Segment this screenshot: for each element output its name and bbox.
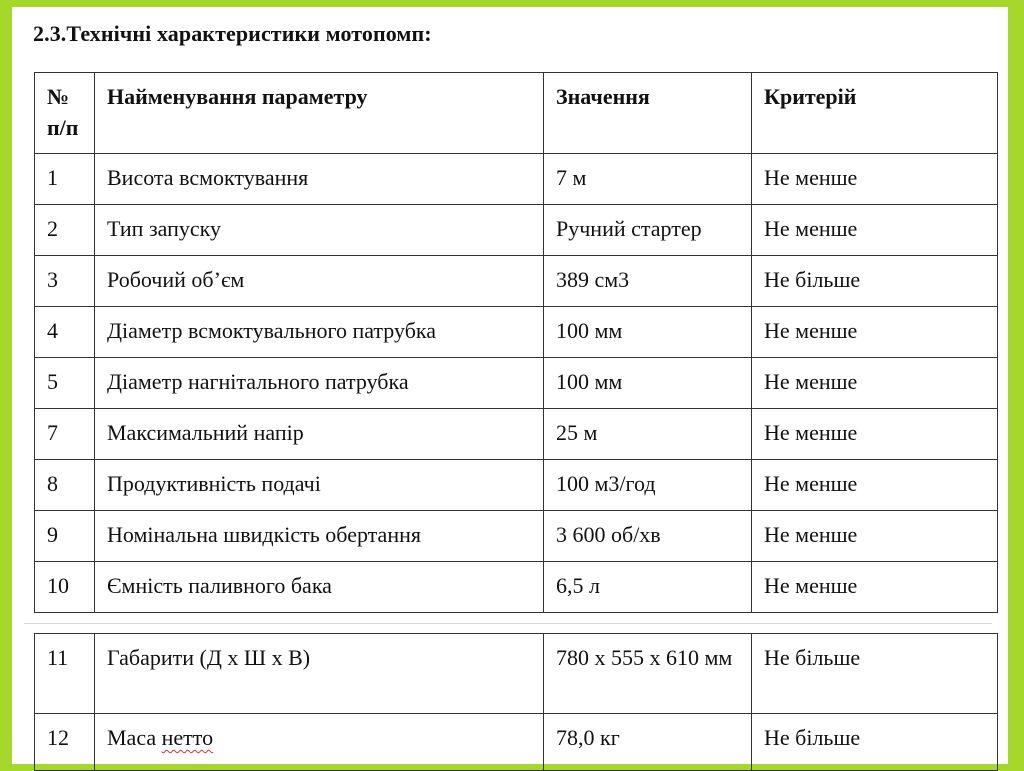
cell-num: 7 xyxy=(35,409,95,460)
cell-criterion: Не менше xyxy=(752,460,998,511)
cell-value: 3 600 об/хв xyxy=(544,511,752,562)
cell-name: Ємність паливного бака xyxy=(95,562,544,613)
cell-name: Діаметр нагнітального патрубка xyxy=(95,358,544,409)
table-row xyxy=(35,154,998,205)
cell-name: Продуктивність подачі xyxy=(95,460,544,511)
cell-criterion: Не більше xyxy=(752,714,998,771)
cell-value: 78,0 кг xyxy=(544,714,752,771)
header-name: Найменування параметру xyxy=(95,73,544,154)
cell-name: Робочий об’єм xyxy=(95,256,544,307)
header-num: № п/п xyxy=(35,73,95,154)
cell-name: Номінальна швидкість обертання xyxy=(95,511,544,562)
table-row xyxy=(35,256,998,307)
table-header-row xyxy=(35,73,998,154)
cell-criterion: Не менше xyxy=(752,511,998,562)
cell-num: 9 xyxy=(35,511,95,562)
cell-name: Максимальний напір xyxy=(95,409,544,460)
cell-criterion: Не менше xyxy=(752,205,998,256)
cell-value: 100 мм xyxy=(544,358,752,409)
cell-name: Діаметр всмоктувального патрубка xyxy=(95,307,544,358)
page-break-line xyxy=(24,623,992,624)
specs-table xyxy=(34,72,998,613)
cell-name: Висота всмоктування xyxy=(95,154,544,205)
cell-num: 10 xyxy=(35,562,95,613)
header-value: Значення xyxy=(544,73,752,154)
cell-value: Ручний стартер xyxy=(544,205,752,256)
header-criterion: Критерій xyxy=(752,73,998,154)
specs-table-continued xyxy=(34,633,998,771)
cell-num: 1 xyxy=(35,154,95,205)
section-heading: 2.3.Технічні характеристики мотопомп: xyxy=(33,21,432,46)
cell-name-part: Маса xyxy=(107,725,162,750)
cell-criterion: Не менше xyxy=(752,409,998,460)
cell-num: 11 xyxy=(35,634,95,714)
table-row xyxy=(35,307,998,358)
cell-value: 100 м3/год xyxy=(544,460,752,511)
cell-num: 3 xyxy=(35,256,95,307)
table-row xyxy=(35,358,998,409)
cell-num: 12 xyxy=(35,714,95,771)
cell-criterion: Не менше xyxy=(752,358,998,409)
cell-value: 780 х 555 х 610 мм xyxy=(544,634,752,714)
cell-num: 2 xyxy=(35,205,95,256)
cell-value: 389 см3 xyxy=(544,256,752,307)
table-row xyxy=(35,634,998,714)
cell-criterion: Не менше xyxy=(752,307,998,358)
table-row xyxy=(35,460,998,511)
cell-criterion: Не менше xyxy=(752,154,998,205)
cell-num: 4 xyxy=(35,307,95,358)
cell-criterion: Не більше xyxy=(752,256,998,307)
cell-name: Тип запуску xyxy=(95,205,544,256)
table-row xyxy=(35,511,998,562)
cell-name xyxy=(95,714,544,771)
cell-value: 7 м xyxy=(544,154,752,205)
table-row xyxy=(35,409,998,460)
cell-num: 5 xyxy=(35,358,95,409)
cell-num: 8 xyxy=(35,460,95,511)
spellcheck-underlined-word: нетто xyxy=(161,725,214,750)
table-row xyxy=(35,714,998,771)
cell-criterion: Не більше xyxy=(752,634,998,714)
table-row xyxy=(35,205,998,256)
cell-value: 25 м xyxy=(544,409,752,460)
cell-name: Габарити (Д х Ш х В) xyxy=(95,634,544,714)
table-row xyxy=(35,562,998,613)
cell-value: 6,5 л xyxy=(544,562,752,613)
cell-criterion: Не менше xyxy=(752,562,998,613)
cell-value: 100 мм xyxy=(544,307,752,358)
